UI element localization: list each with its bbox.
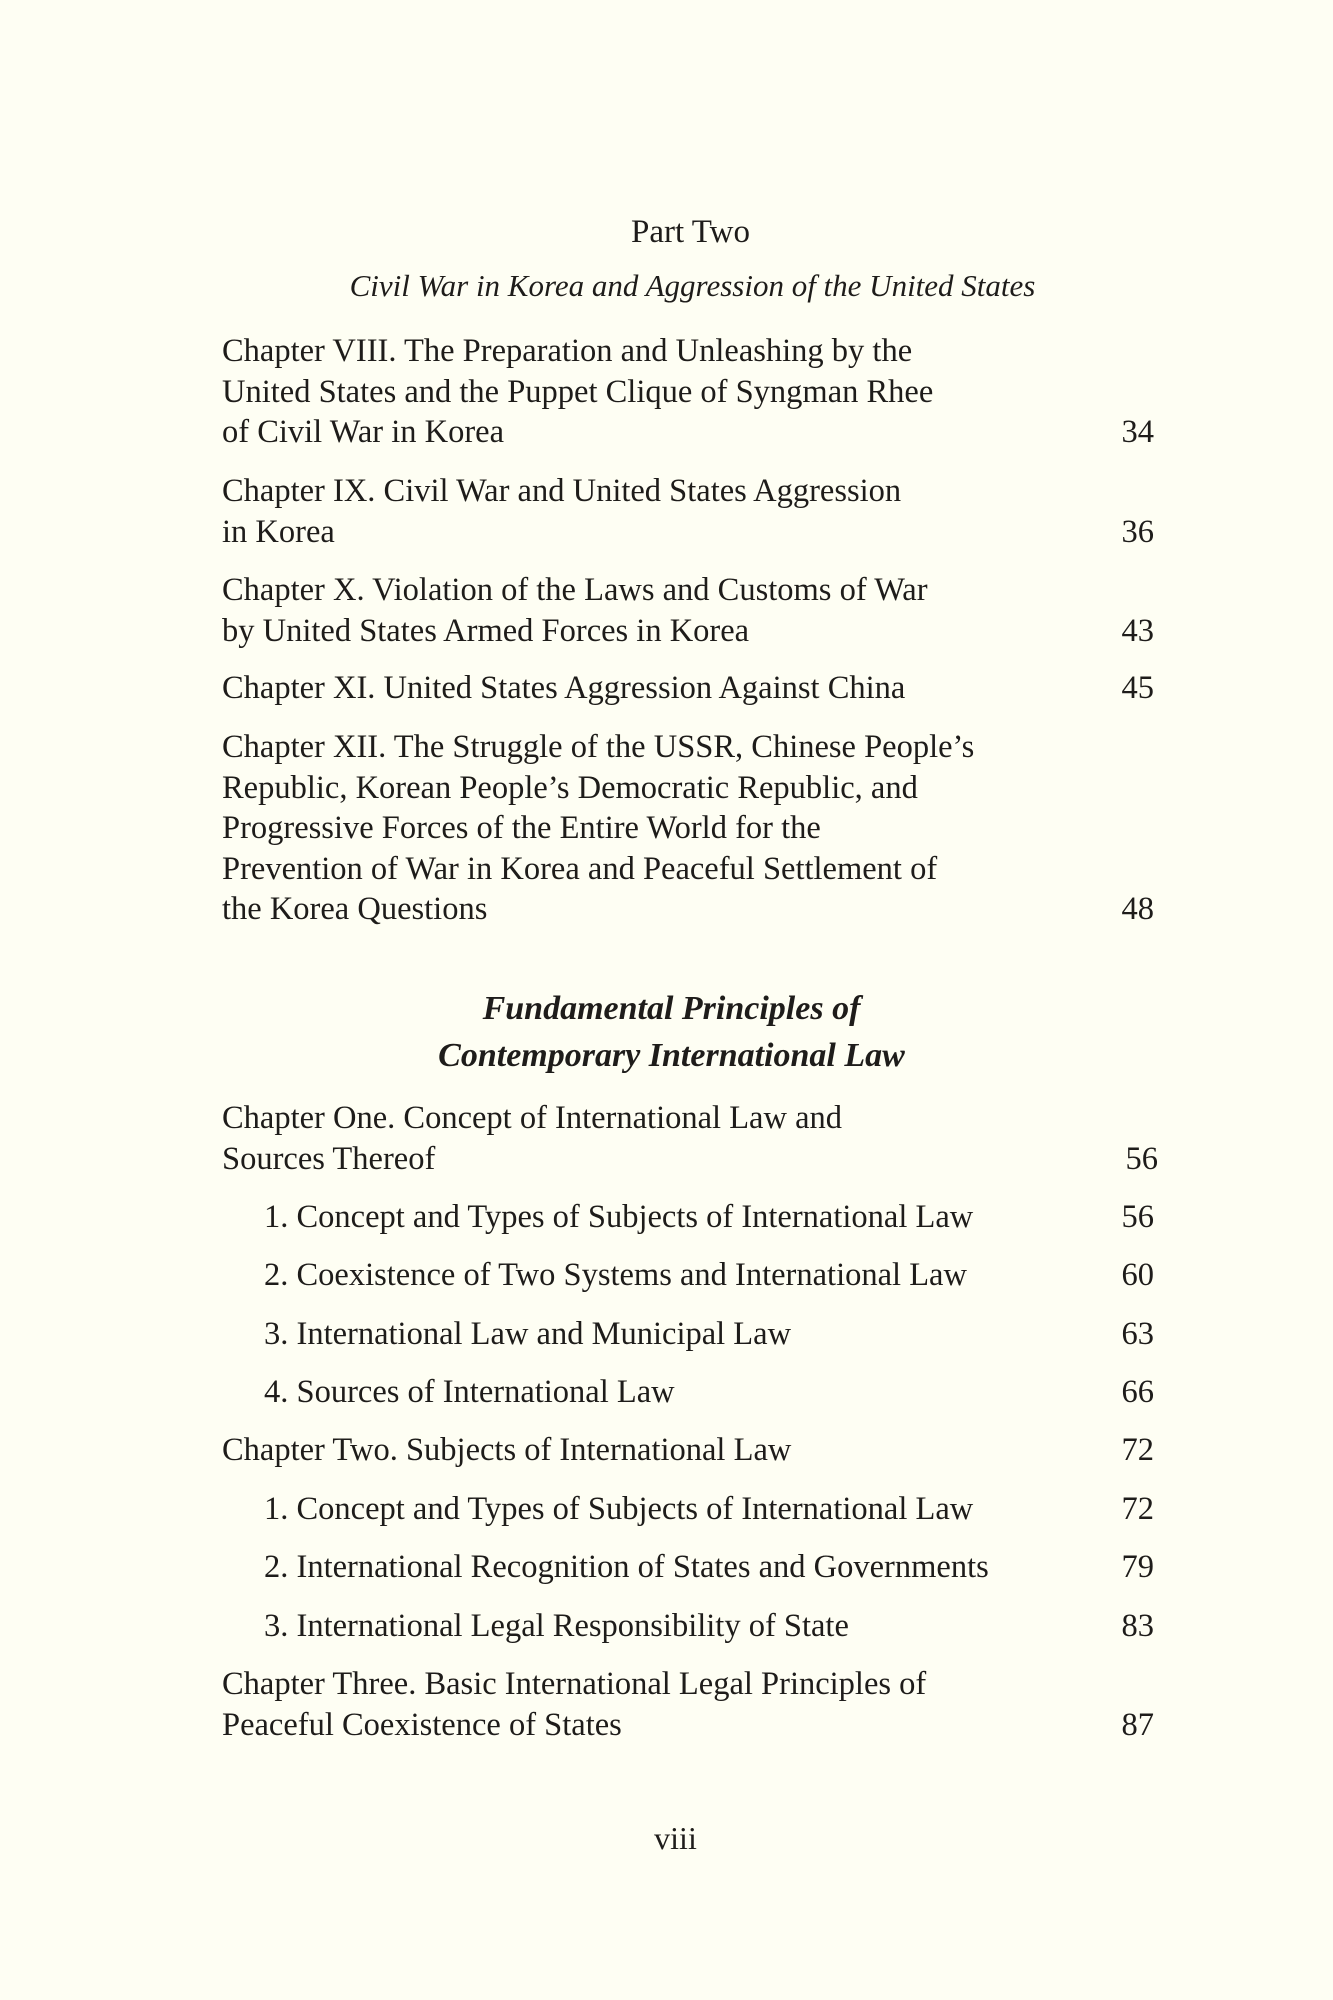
toc-entry-chapter-ix[interactable] bbox=[222, 471, 1154, 552]
toc-subentry-1-4[interactable] bbox=[264, 1372, 1154, 1413]
page-folio: viii bbox=[654, 1820, 697, 1856]
entry-title-line: Prevention of War in Korea and Peaceful Settlement of bbox=[222, 850, 938, 887]
entry-title-line: Chapter XI. United States Aggression Against China bbox=[222, 670, 906, 706]
entry-page-number: 83 bbox=[1121, 1608, 1154, 1644]
entry-title-line: Progressive Forces of the Entire World for the bbox=[222, 810, 821, 846]
section-heading-line-1: Fundamental Principles of bbox=[482, 990, 861, 1027]
entry-page-number: 48 bbox=[1121, 891, 1154, 927]
entry-title-line: 3. International Legal Responsibility of State bbox=[264, 1608, 849, 1644]
entry-title-line: of Civil War in Korea bbox=[222, 414, 504, 450]
toc-entry-chapter-two[interactable] bbox=[222, 1430, 1154, 1471]
entry-title-line: Chapter Three. Basic International Legal Principles of bbox=[222, 1666, 927, 1702]
entry-title-line: Republic, Korean People’s Democratic Republic, and bbox=[222, 769, 918, 806]
entry-title-line: Chapter IX. Civil War and United States Aggression bbox=[222, 473, 902, 509]
entry-title bbox=[264, 1606, 1094, 1647]
entry-title-line: Chapter One. Concept of International Law and bbox=[222, 1100, 842, 1136]
entry-title-line: Peaceful Coexistence of States bbox=[222, 1706, 622, 1743]
entry-title-line: the Korea Questions bbox=[222, 891, 488, 927]
entry-page-number: 72 bbox=[1121, 1432, 1154, 1468]
entry-title-line: Chapter X. Violation of the Laws and Customs of War bbox=[222, 572, 928, 608]
entry-title bbox=[264, 1255, 1094, 1296]
part-subtitle: Civil War in Korea and Aggression of the United States bbox=[349, 268, 1036, 303]
entry-title bbox=[264, 1197, 1094, 1238]
entry-title-line: Chapter VIII. The Preparation and Unleashing by the bbox=[222, 333, 913, 369]
entry-page-number: 63 bbox=[1121, 1316, 1154, 1352]
entry-title-line: 2. Coexistence of Two Systems and International Law bbox=[264, 1257, 967, 1293]
entry-title-line: by United States Armed Forces in Korea bbox=[222, 612, 750, 649]
entry-page-number: 66 bbox=[1121, 1374, 1154, 1410]
entry-title-line: 3. International Law and Municipal Law bbox=[264, 1316, 792, 1352]
entry-title bbox=[222, 668, 1052, 709]
entry-title bbox=[264, 1489, 1094, 1530]
entry-page-number: 43 bbox=[1121, 612, 1154, 649]
entry-title bbox=[222, 1664, 1052, 1745]
entry-page-number: 56 bbox=[1121, 1199, 1154, 1235]
toc-subentry-1-1[interactable] bbox=[264, 1197, 1154, 1238]
toc-subentry-1-3[interactable] bbox=[264, 1314, 1154, 1355]
toc-subentry-2-2[interactable] bbox=[264, 1547, 1154, 1588]
toc-entry-chapter-x[interactable] bbox=[222, 570, 1154, 651]
toc-entry-chapter-xi[interactable] bbox=[222, 668, 1154, 709]
toc-subentry-2-3[interactable] bbox=[264, 1606, 1154, 1647]
entry-title bbox=[222, 727, 1052, 930]
entry-page-number: 60 bbox=[1121, 1257, 1154, 1293]
entry-title bbox=[222, 471, 1052, 552]
toc-subentry-1-2[interactable] bbox=[264, 1255, 1154, 1296]
entry-title-line: 1. Concept and Types of Subjects of International Law bbox=[264, 1491, 974, 1527]
toc-subentry-2-1[interactable] bbox=[264, 1489, 1154, 1530]
entry-title bbox=[264, 1547, 1094, 1588]
toc-entry-chapter-one[interactable] bbox=[222, 1098, 1158, 1179]
entry-page-number: 56 bbox=[1125, 1140, 1158, 1177]
entry-title-line: 1. Concept and Types of Subjects of International Law bbox=[264, 1199, 974, 1235]
entry-title bbox=[264, 1372, 1094, 1413]
entry-title bbox=[264, 1314, 1094, 1355]
entry-page-number: 34 bbox=[1121, 414, 1154, 450]
entry-title-line: Chapter XII. The Struggle of the USSR, Chinese People’s bbox=[222, 729, 975, 765]
entry-page-number: 45 bbox=[1121, 670, 1154, 706]
toc-entry-chapter-xii[interactable] bbox=[222, 727, 1154, 930]
entry-title-line: United States and the Puppet Clique of Syngman Rhee bbox=[222, 373, 934, 410]
entry-title bbox=[222, 331, 1052, 453]
toc-entry-chapter-three[interactable] bbox=[222, 1664, 1154, 1745]
entry-title-line: Chapter Two. Subjects of International Law bbox=[222, 1432, 792, 1468]
entry-title bbox=[222, 1430, 1052, 1471]
entry-page-number: 79 bbox=[1121, 1549, 1154, 1585]
entry-page-number: 87 bbox=[1121, 1706, 1154, 1743]
entry-title bbox=[222, 570, 1052, 651]
entry-title-line: Sources Thereof bbox=[222, 1140, 436, 1177]
entry-page-number: 72 bbox=[1121, 1491, 1154, 1527]
entry-title-line: 2. International Recognition of States and Governments bbox=[264, 1549, 989, 1585]
entry-page-number: 36 bbox=[1121, 513, 1154, 550]
entry-title-line: in Korea bbox=[222, 513, 335, 550]
section-heading-line-2: Contemporary International Law bbox=[438, 1037, 905, 1074]
part-label: Part Two bbox=[631, 214, 750, 250]
toc-entry-chapter-viii[interactable] bbox=[222, 331, 1154, 453]
entry-title-line: 4. Sources of International Law bbox=[264, 1374, 675, 1410]
entry-title bbox=[222, 1098, 1052, 1179]
